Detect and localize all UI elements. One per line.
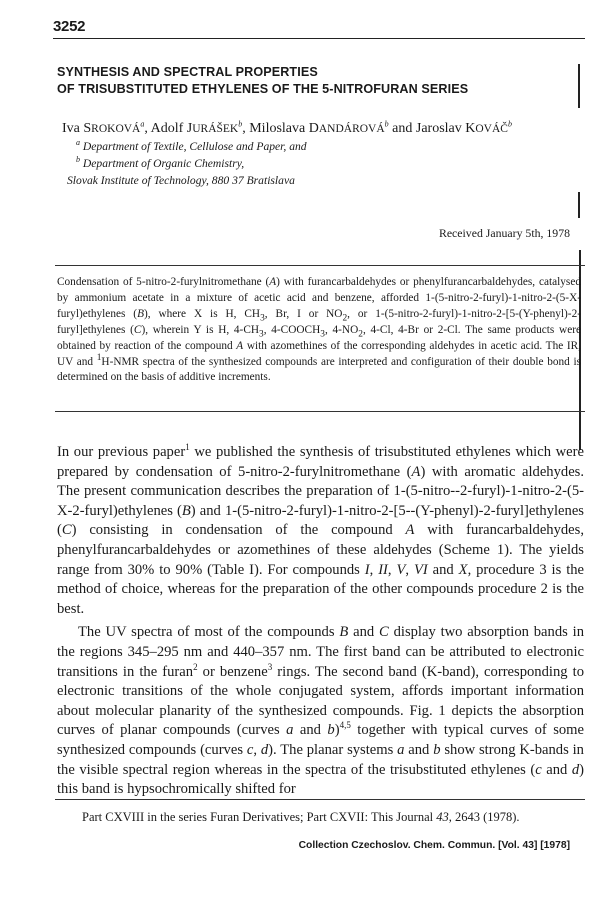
margin-bar-middle [578,192,580,218]
title-line-1: SYNTHESIS AND SPECTRAL PROPERTIES [57,65,318,79]
page-number: 3252 [53,18,86,35]
abstract-text: Condensation of 5-nitro-2-furylnitromethane (A) with furancarbaldehydes or phenylfurancarbaldehydes, catalysed by ammonium acetate in a mixture of acetic acid and benzene, afforded 1-(5-nitro-2-furyl)-1-nitro-2-(5-X-furyl)ethylenes (B), where X is H, $CH_3$, Br, I or $NO_2$, or 1-(5-nitro-2-furyl)-1-nitro-2-[5-(Y-phenyl)-2-furyl]ethylenes (C), wherein Y is H, $4-CH_3$, $4-COOCH_3$, $4-NO_2$, 4-Cl, 4-Br or 2-Cl. The same products were obtained by reaction of the compound A with azomethines of the corresponding aldehydes in acetic acid. The IR, UV and $^1$H-NMR spectra of the synthesized compounds are interpreted and configuration of their double bond is determined on the basis of additive increments. [57,276,581,384]
paragraph-1: In our previous paper$^1$ we published the synthesis of trisubstituted ethylenes which were prepared by condensation of 5-nitro-2-furylnitromethane (A) with aromatic aldehydes. The present communication describes the preparation of 1-(5-nitro--2-furyl)-1-nitro-2-(5-X-2-furyl)ethylenes (B) and 1-(5-nitro-2-furyl)-1-nitro-2-[5--(Y-phenyl)-2-furyl]ethylenes (C) consisting in condensation of the compound A with furancarbaldehydes, phenylfurancarbaldehydes or azomethines of these aldehydes (Scheme 1). The yields range from 30% to 90% (Table I). For compounds I, II, V, VI and X, procedure 3 is the method of choice, whereas for the preparation of the other compounds procedure 2 is the best. [57,442,585,617]
affiliation-institute: Slovak Institute of Technology, 880 37 Bratislava [67,174,295,187]
affiliation-a-text: Department of Textile, Cellulose and Paper, and [82,140,307,153]
abstract-top-rule [55,265,585,266]
margin-bar-top [578,64,580,108]
abstract [57,275,581,386]
article-title [57,64,577,98]
title-line-2: OF TRISUBSTITUTED ETHYLENES OF THE 5-NITROFURAN SERIES [57,82,469,96]
main-text [57,443,584,800]
affiliation-b: $^b$ Department of Organic Chemistry, [76,155,245,170]
abstract-bottom-rule [55,411,585,412]
footnote-rule [55,799,585,800]
footnote: Part CXVIII in the series Furan Derivatives; Part CXVII: This Journal 43, 2643 (1978). [82,810,520,824]
received-date: Received January 5th, 1978 [438,226,570,240]
journal-citation: Collection Czechoslov. Chem. Commun. [Vol. 43] [1978] [298,840,570,851]
affiliation-b-text: Department of Organic Chemistry, [82,157,245,170]
affiliation-a: $^a$ Department of Textile, Cellulose and Paper, and [76,138,307,153]
paragraph-2: The UV spectra of most of the compounds B and C display two absorption bands in the regions 345–295 nm and 440–357 nm. The first band can be attributed to electronic transitions in the furan$^2$ or benzene$^3$ rings. The second band (K-band), corresponding to electronic transitions of the whole conjugated system, affords important information about molecular planarity of the synthesized compounds. Fig. 1 depicts the absorption curves of planar compounds (curves a and b)$^{4,5}$ together with typical curves of some synthesized compounds (curves c, d). The planar systems a and b show strong K-bands in the visible spectral region whereas in the spectra of the trisubstituted ethylenes (c and d) this band is hypsochromically shifted for [57,624,584,798]
header-rule [53,38,585,39]
author-list: Iva SROKOVÁ$^a$, Adolf JURÁŠEK$^b$, Miloslava DANDÁROVÁ$^b$ and Jaroslav KOVÁČ$^b$ [62,119,512,136]
